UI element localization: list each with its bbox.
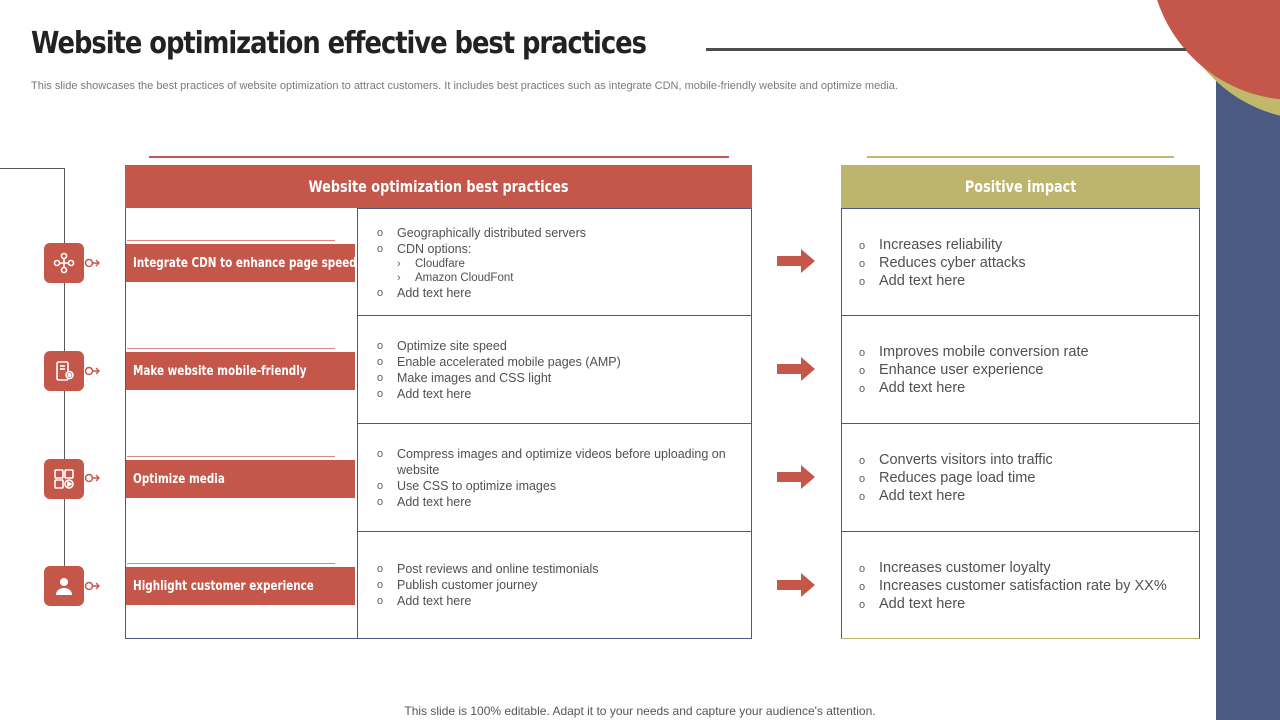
arrow-right-icon bbox=[777, 249, 815, 273]
practices-cell-mobile bbox=[357, 315, 752, 423]
practices-cell-customer bbox=[357, 531, 752, 639]
bracket-line-horizontal bbox=[0, 168, 65, 169]
connector-icon bbox=[84, 366, 100, 376]
row-label-rule bbox=[127, 348, 335, 349]
row-label-rule bbox=[127, 240, 335, 241]
practices-header bbox=[125, 165, 752, 208]
list-item: o Increases reliability bbox=[859, 236, 1186, 254]
sub-list-item: › Cloudfare bbox=[377, 257, 736, 271]
connector-icon bbox=[84, 473, 100, 483]
list-item: o Optimize site speed bbox=[377, 338, 736, 354]
list-item: o Make images and CSS light bbox=[377, 370, 736, 386]
impact-cell-mobile bbox=[841, 315, 1200, 423]
row-label-mobile: Make website mobile-friendly bbox=[126, 352, 355, 390]
media-icon bbox=[44, 459, 84, 499]
impact-top-rule bbox=[867, 156, 1174, 158]
list-item: o Compress images and optimize videos before uploading on website bbox=[377, 446, 736, 478]
list-item: o Enable accelerated mobile pages (AMP) bbox=[377, 354, 736, 370]
table-top-rule bbox=[149, 156, 729, 158]
arrow-right-icon bbox=[777, 357, 815, 381]
list-item: o Add text here bbox=[859, 487, 1186, 505]
row-label-rule bbox=[127, 456, 335, 457]
row-label-cdn: Integrate CDN to enhance page speed bbox=[126, 244, 355, 282]
sub-list-item: › Amazon CloudFont bbox=[377, 271, 736, 285]
row-label-customer: Highlight customer experience bbox=[126, 567, 355, 605]
impact-cell-media bbox=[841, 423, 1200, 531]
customer-icon bbox=[44, 566, 84, 606]
impact-cell-cdn bbox=[841, 208, 1200, 316]
row-label-rule bbox=[127, 563, 335, 564]
practices-cell-cdn bbox=[357, 208, 752, 316]
list-item: o Increases customer loyalty bbox=[859, 559, 1186, 577]
list-item: o Publish customer journey bbox=[377, 577, 736, 593]
list-item: o Add text here bbox=[377, 593, 736, 609]
list-item: o Add text here bbox=[377, 494, 736, 510]
list-item: o Add text here bbox=[377, 285, 736, 301]
title-rule bbox=[706, 48, 1186, 51]
arrow-right-icon bbox=[777, 465, 815, 489]
list-item: o Enhance user experience bbox=[859, 361, 1186, 379]
row-label-media: Optimize media bbox=[126, 460, 355, 498]
list-item: o Converts visitors into traffic bbox=[859, 451, 1186, 469]
practices-header-label: Website optimization best practices bbox=[308, 177, 569, 196]
impact-header bbox=[841, 165, 1200, 208]
impact-cell-customer bbox=[841, 531, 1200, 639]
connector-icon bbox=[84, 581, 100, 591]
list-item: o Geographically distributed servers bbox=[377, 225, 736, 241]
impact-header-label: Positive impact bbox=[964, 177, 1077, 196]
list-item: o Post reviews and online testimonials bbox=[377, 561, 736, 577]
page-subtitle: This slide showcases the best practices of website optimization to attract customers. It includes best practices such as integrate CDN, mobile-friendly website and optimize media. bbox=[31, 80, 898, 92]
list-item: o CDN options: bbox=[377, 241, 736, 257]
list-item: o Improves mobile conversion rate bbox=[859, 343, 1186, 361]
list-item: o Reduces page load time bbox=[859, 469, 1186, 487]
connector-icon bbox=[84, 258, 100, 268]
practices-cell-media bbox=[357, 423, 752, 531]
list-item: o Add text here bbox=[859, 272, 1186, 290]
list-item: o Use CSS to optimize images bbox=[377, 478, 736, 494]
list-item: o Add text here bbox=[377, 386, 736, 402]
footer-note: This slide is 100% editable. Adapt it to your needs and capture your audience's attention. bbox=[404, 704, 876, 718]
list-item: o Reduces cyber attacks bbox=[859, 254, 1186, 272]
list-item: o Add text here bbox=[859, 379, 1186, 397]
list-item: o Increases customer satisfaction rate by XX% bbox=[859, 577, 1186, 595]
arrow-right-icon bbox=[777, 573, 815, 597]
list-item: o Add text here bbox=[859, 595, 1186, 613]
network-icon bbox=[44, 243, 84, 283]
page-title: Website optimization effective best practices bbox=[31, 26, 646, 61]
mobile-settings-icon bbox=[44, 351, 84, 391]
